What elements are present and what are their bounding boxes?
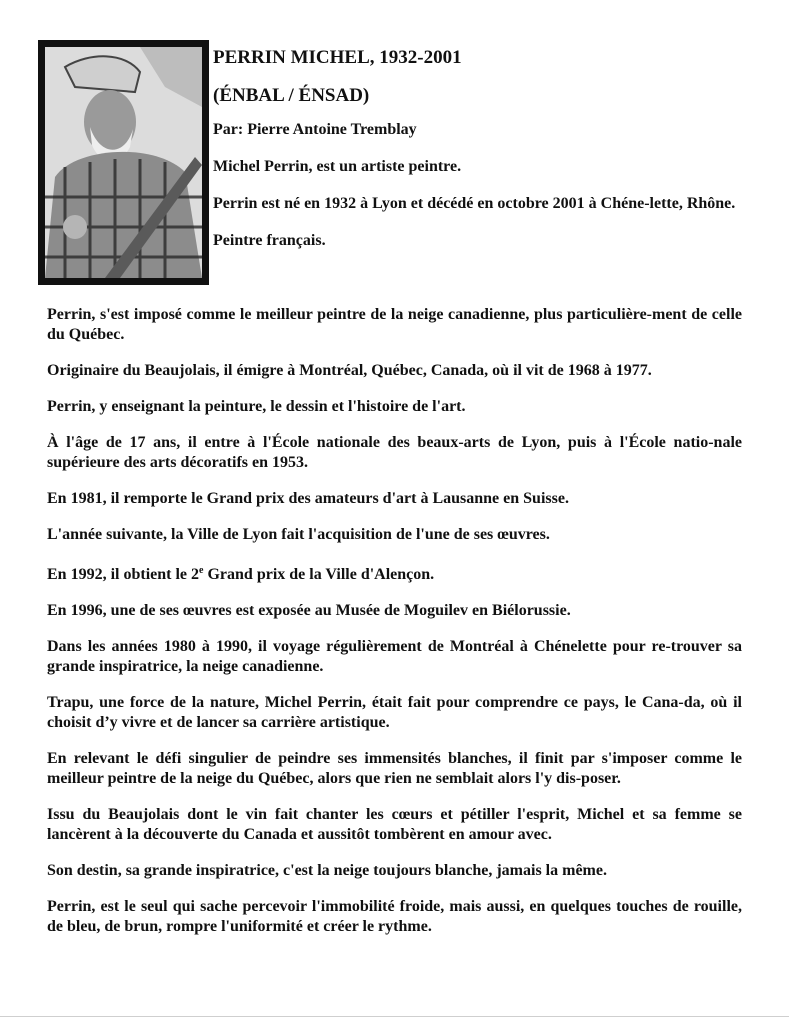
paragraph: Perrin, s'est imposé comme le meilleur peintre de la neige canadienne, plus particulière-ment de celle du Québec. [47,306,742,343]
prize-text-after: Grand prix de la Ville d'Alençon. [203,566,435,583]
page-title: PERRIN MICHEL, 1932-2001 [213,47,462,68]
author-byline: Par: Pierre Antoine Tremblay [213,121,417,138]
intro-line: Michel Perrin, est un artiste peintre. [213,158,462,175]
prize-superscript: e [199,565,204,576]
page-bottom-rule [0,1016,789,1017]
birth-line: Perrin est né en 1932 à Lyon et décédé en octobre 2001 à Chéne-lette, Rhône. [213,195,736,212]
paragraph: L'année suivante, la Ville de Lyon fait l'acquisition de l'une de ses œuvres. [47,526,550,543]
paragraph: En 1996, une de ses œuvres est exposée au Musée de Moguilev en Biélorussie. [47,602,571,619]
portrait-photo-image [45,47,202,278]
article-header [213,44,753,251]
paragraph: À l'âge de 17 ans, il entre à l'École nationale des beaux-arts de Lyon, puis à l'École natio-nale supérieure des arts décoratifs en 1953. [47,434,742,471]
paragraph: En relevant le défi singulier de peindre ses immensités blanches, il finit par s'imposer comme le meilleur peintre de la neige du Québec, alors que rien ne semblait alors l'y dis-poser. [47,750,742,787]
nationality-line: Peintre français. [213,232,326,249]
paragraph: Son destin, sa grande inspiratrice, c'est la neige toujours blanche, jamais la même. [47,862,607,879]
prize-text-before: En 1992, il obtient le 2 [47,566,200,583]
paragraph: Dans les années 1980 à 1990, il voyage régulièrement de Montréal à Chénelette pour re-trouver sa grande inspiratrice, la neige canadienne. [47,638,742,675]
article-body [47,305,742,953]
paragraph: En 1981, il remporte le Grand prix des amateurs d'art à Lausanne en Suisse. [47,490,569,507]
portrait-photo [38,40,209,285]
paragraph: Trapu, une force de la nature, Michel Perrin, était fait pour comprendre ce pays, le Cana-da, où il choisit d’y vivre et de lancer sa carrière artistique. [47,694,742,731]
paragraph: Perrin, est le seul qui sache percevoir l'immobilité froide, mais aussi, en quelques touches de rouille, de bleu, de brun, rompre l'uniformité et créer le rythme. [47,898,742,935]
schools-subtitle: (ÉNBAL / ÉNSAD) [213,85,370,106]
paragraph: Issu du Beaujolais dont le vin fait chanter les cœurs et pétiller l'esprit, Michel et sa femme se lancèrent à la découverte du Canada et aussitôt tombèrent en amour avec. [47,806,742,843]
paragraph: Perrin, y enseignant la peinture, le dessin et l'histoire de l'art. [47,398,466,415]
paragraph: Originaire du Beaujolais, il émigre à Montréal, Québec, Canada, où il vit de 1968 à 1977. [47,362,652,379]
paragraph-prize-1992 [47,561,742,585]
